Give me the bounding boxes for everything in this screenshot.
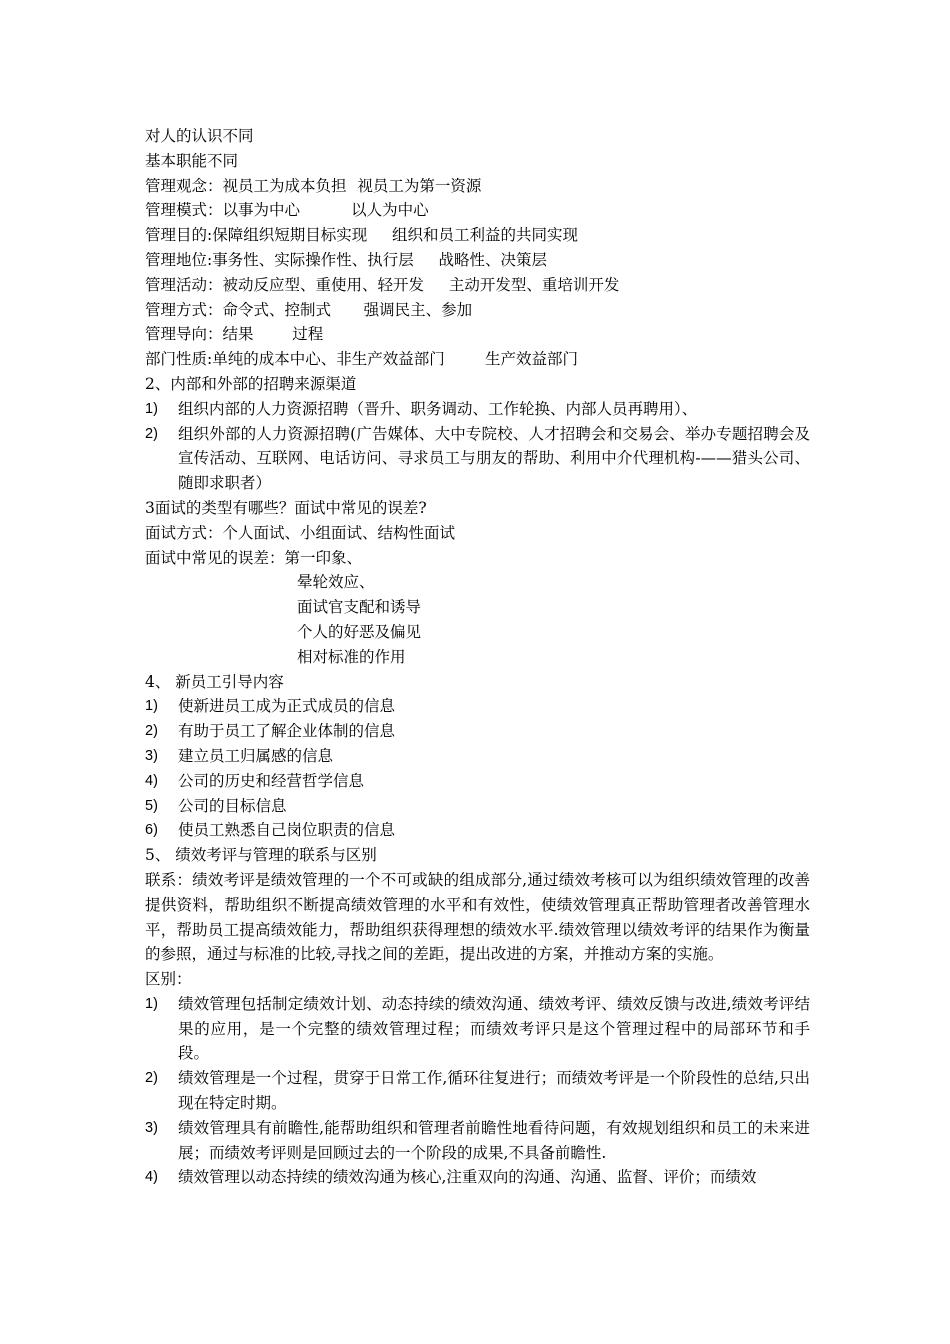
list-number: 2) bbox=[145, 723, 158, 740]
text-line: 对人的认识不同 bbox=[145, 127, 254, 145]
compare-old: 管理模式：以事为中心 bbox=[145, 201, 301, 220]
list-number: 3) bbox=[145, 1119, 158, 1136]
compare-old: 管理地位:事务性、实际操作性、执行层 bbox=[145, 250, 414, 269]
compare-old: 管理观念：视员工为成本负担 bbox=[145, 176, 347, 195]
list-text: 绩效管理具有前瞻性,能帮助组织和管理者前瞻性地看待问题，有效规划组织和员工的未来进展；而绩效考评则是回顾过去的一个阶段的成果,不具备前瞻性. bbox=[178, 1118, 810, 1162]
list-number: 6) bbox=[145, 822, 158, 839]
compare-new: 主动开发型、重培训开发 bbox=[448, 275, 620, 294]
error-item: 第一印象、 bbox=[284, 548, 363, 567]
paragraph-link: 联系：绩效考评是绩效管理的一个不可或缺的组成部分,通过绩效考核可以为组织绩效管理的改善提供资料，帮助组织不断提高绩效管理的水平和有效性，使绩效管理真正帮助管理者改善管理水平，帮助员工提高绩效能力，帮助组织获得理想的绩效水平.绩效管理以绩效考评的结果作为衡量的参照，通过与标准的比较,寻找之间的差距，提出改进的方案，并推动方案的实施。 bbox=[145, 870, 810, 964]
list-item bbox=[145, 719, 810, 744]
list-text: 公司的目标信息 bbox=[178, 796, 287, 815]
compare-row bbox=[145, 298, 810, 323]
compare-row bbox=[145, 322, 810, 347]
list-number: 1) bbox=[145, 400, 158, 417]
list-text: 绩效管理包括制定绩效计划、动态持续的绩效沟通、绩效考评、绩效反馈与改进,绩效考评结果的应用，是一个完整的绩效管理过程；而绩效考评只是这个管理过程中的局部环节和手段。 bbox=[178, 994, 810, 1063]
list-text: 绩效管理是一个过程，贯穿于日常工作,循环往复进行；而绩效考评是一个阶段性的总结,只出现在特定时期。 bbox=[178, 1069, 810, 1113]
compare-new: 生产效益部门 bbox=[485, 350, 579, 369]
list-number: 5) bbox=[145, 797, 158, 814]
compare-new: 过程 bbox=[292, 325, 324, 344]
list-number: 2) bbox=[145, 425, 158, 442]
list-item bbox=[145, 769, 810, 794]
list-item bbox=[145, 1165, 810, 1190]
list-text: 有助于员工了解企业体制的信息 bbox=[178, 722, 396, 741]
list-item bbox=[145, 694, 810, 719]
list-item bbox=[145, 1116, 810, 1166]
list-number: 1) bbox=[145, 698, 158, 715]
list-item bbox=[145, 744, 810, 769]
section-heading: 3面试的类型有哪些？面试中常见的误差? bbox=[145, 498, 427, 517]
error-label: 面试中常见的误差： bbox=[145, 548, 285, 567]
error-item: 面试官支配和诱导 bbox=[297, 598, 422, 617]
document-page bbox=[145, 124, 810, 1190]
list-text: 公司的历史和经营哲学信息 bbox=[178, 771, 365, 790]
list-item bbox=[145, 992, 810, 1066]
compare-old: 部门性质:单纯的成本中心、非生产效益部门 bbox=[145, 350, 445, 369]
compare-new: 组织和员工利益的共同实现 bbox=[392, 226, 579, 245]
text-line: 面试方式：个人面试、小组面试、结构性面试 bbox=[145, 523, 456, 542]
list-text: 组织外部的人力资源招聘(广告媒体、大中专院校、人才招聘会和交易会、举办专题招聘会及宣传活动、互联网、电话访问、寻求员工与朋友的帮助、利用中介代理机构-——猎头公司、随即求职者） bbox=[178, 424, 810, 493]
text-line: 基本职能不同 bbox=[145, 151, 239, 170]
list-text: 使员工熟悉自己岗位职责的信息 bbox=[178, 821, 396, 840]
list-item bbox=[145, 1066, 810, 1116]
compare-row bbox=[145, 248, 810, 273]
compare-new: 强调民主、参加 bbox=[363, 300, 473, 319]
error-item: 相对标准的作用 bbox=[297, 647, 406, 666]
list-text: 使新进员工成为正式成员的信息 bbox=[178, 697, 396, 716]
compare-row bbox=[145, 347, 810, 372]
compare-old: 管理方式：命令式、控制式 bbox=[145, 300, 332, 319]
compare-new: 以人为中心 bbox=[351, 201, 429, 220]
list-number: 1) bbox=[145, 995, 158, 1012]
compare-old: 管理导向：结果 bbox=[145, 325, 254, 344]
list-text: 建立员工归属感的信息 bbox=[178, 746, 334, 765]
section-heading: 2、内部和外部的招聘来源渠道 bbox=[145, 374, 357, 393]
error-first-line bbox=[145, 546, 810, 571]
section-heading: 5、 绩效考评与管理的联系与区别 bbox=[145, 846, 377, 865]
compare-row bbox=[145, 174, 810, 199]
compare-old: 管理目的:保障组织短期目标实现 bbox=[145, 226, 368, 245]
compare-row bbox=[145, 273, 810, 298]
list-number: 3) bbox=[145, 747, 158, 764]
list-item bbox=[145, 818, 810, 843]
error-item: 个人的好恶及偏见 bbox=[297, 622, 422, 641]
error-item: 晕轮效应、 bbox=[297, 573, 375, 592]
compare-new: 视员工为第一资源 bbox=[357, 176, 482, 195]
compare-row bbox=[145, 198, 810, 223]
list-text: 绩效管理以动态持续的绩效沟通为核心,注重双向的沟通、沟通、监督、评价；而绩效 bbox=[178, 1168, 757, 1187]
compare-old: 管理活动：被动反应型、重使用、轻开发 bbox=[145, 275, 425, 294]
compare-new: 战略性、决策层 bbox=[438, 250, 548, 269]
list-number: 4) bbox=[145, 772, 158, 789]
list-item bbox=[145, 397, 810, 422]
list-number: 4) bbox=[145, 1169, 158, 1186]
compare-row bbox=[145, 223, 810, 248]
list-text: 组织内部的人力资源招聘（晋升、职务调动、工作轮换、内部人员再聘用）、 bbox=[178, 399, 698, 418]
list-number: 2) bbox=[145, 1070, 158, 1087]
list-item bbox=[145, 422, 810, 496]
list-item bbox=[145, 794, 810, 819]
diff-label: 区别： bbox=[145, 970, 192, 989]
section-heading: 4、 新员工引导内容 bbox=[145, 672, 284, 691]
